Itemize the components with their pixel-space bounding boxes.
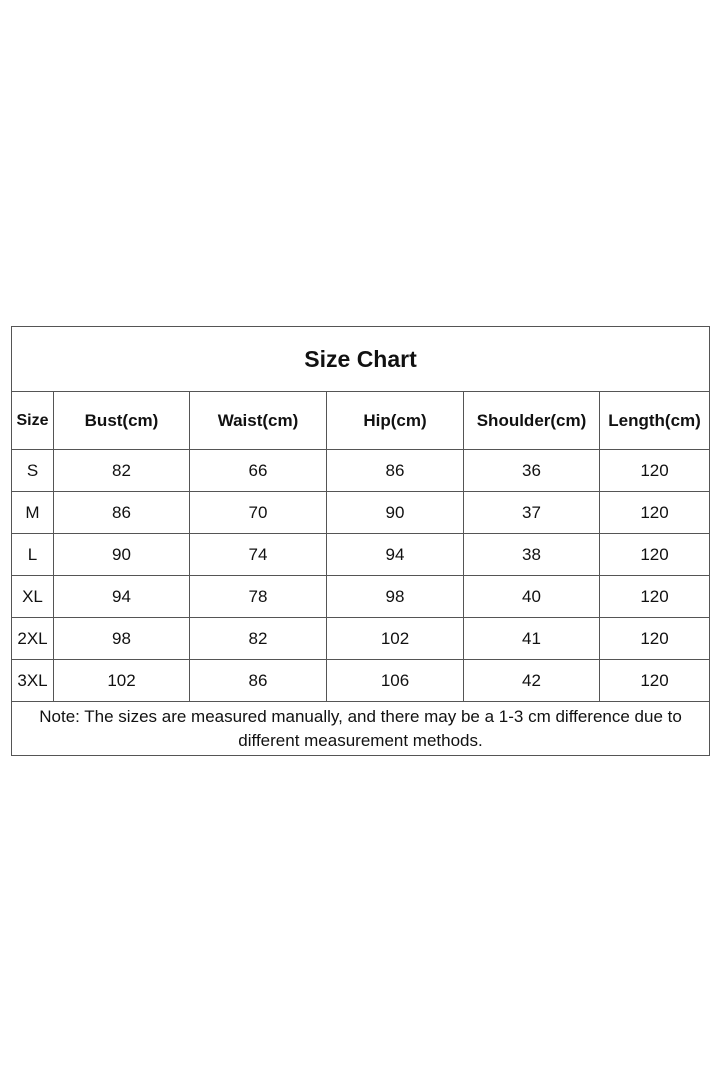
cell-hip: 94 [327,534,464,576]
cell-shoulder: 36 [464,450,600,492]
cell-bust: 102 [54,660,190,702]
measurement-note: Note: The sizes are measured manually, and there may be a 1-3 cm difference due to different measurement methods. [12,702,710,756]
cell-shoulder: 38 [464,534,600,576]
cell-size: L [12,534,54,576]
cell-size: 2XL [12,618,54,660]
cell-length: 120 [600,618,710,660]
table-row [12,534,710,576]
cell-hip: 86 [327,450,464,492]
table-row [12,576,710,618]
cell-waist: 86 [190,660,327,702]
size-chart-table [11,326,710,756]
cell-length: 120 [600,534,710,576]
column-header-hip: Hip(cm) [327,392,464,450]
cell-bust: 82 [54,450,190,492]
cell-waist: 78 [190,576,327,618]
cell-length: 120 [600,660,710,702]
cell-shoulder: 42 [464,660,600,702]
cell-waist: 82 [190,618,327,660]
cell-size: M [12,492,54,534]
chart-title: Size Chart [12,327,710,392]
table-row [12,492,710,534]
cell-hip: 102 [327,618,464,660]
column-header-size: Size [12,392,54,450]
cell-bust: 94 [54,576,190,618]
header-row [12,392,710,450]
cell-hip: 90 [327,492,464,534]
cell-shoulder: 41 [464,618,600,660]
cell-length: 120 [600,576,710,618]
column-header-bust: Bust(cm) [54,392,190,450]
cell-length: 120 [600,450,710,492]
column-header-shoulder: Shoulder(cm) [464,392,600,450]
cell-waist: 74 [190,534,327,576]
cell-bust: 98 [54,618,190,660]
column-header-length: Length(cm) [600,392,710,450]
table-row [12,660,710,702]
cell-waist: 66 [190,450,327,492]
cell-size: XL [12,576,54,618]
table-row [12,618,710,660]
cell-shoulder: 40 [464,576,600,618]
cell-shoulder: 37 [464,492,600,534]
cell-size: 3XL [12,660,54,702]
cell-hip: 106 [327,660,464,702]
table-row [12,450,710,492]
column-header-waist: Waist(cm) [190,392,327,450]
cell-bust: 90 [54,534,190,576]
cell-length: 120 [600,492,710,534]
cell-bust: 86 [54,492,190,534]
cell-size: S [12,450,54,492]
cell-hip: 98 [327,576,464,618]
cell-waist: 70 [190,492,327,534]
